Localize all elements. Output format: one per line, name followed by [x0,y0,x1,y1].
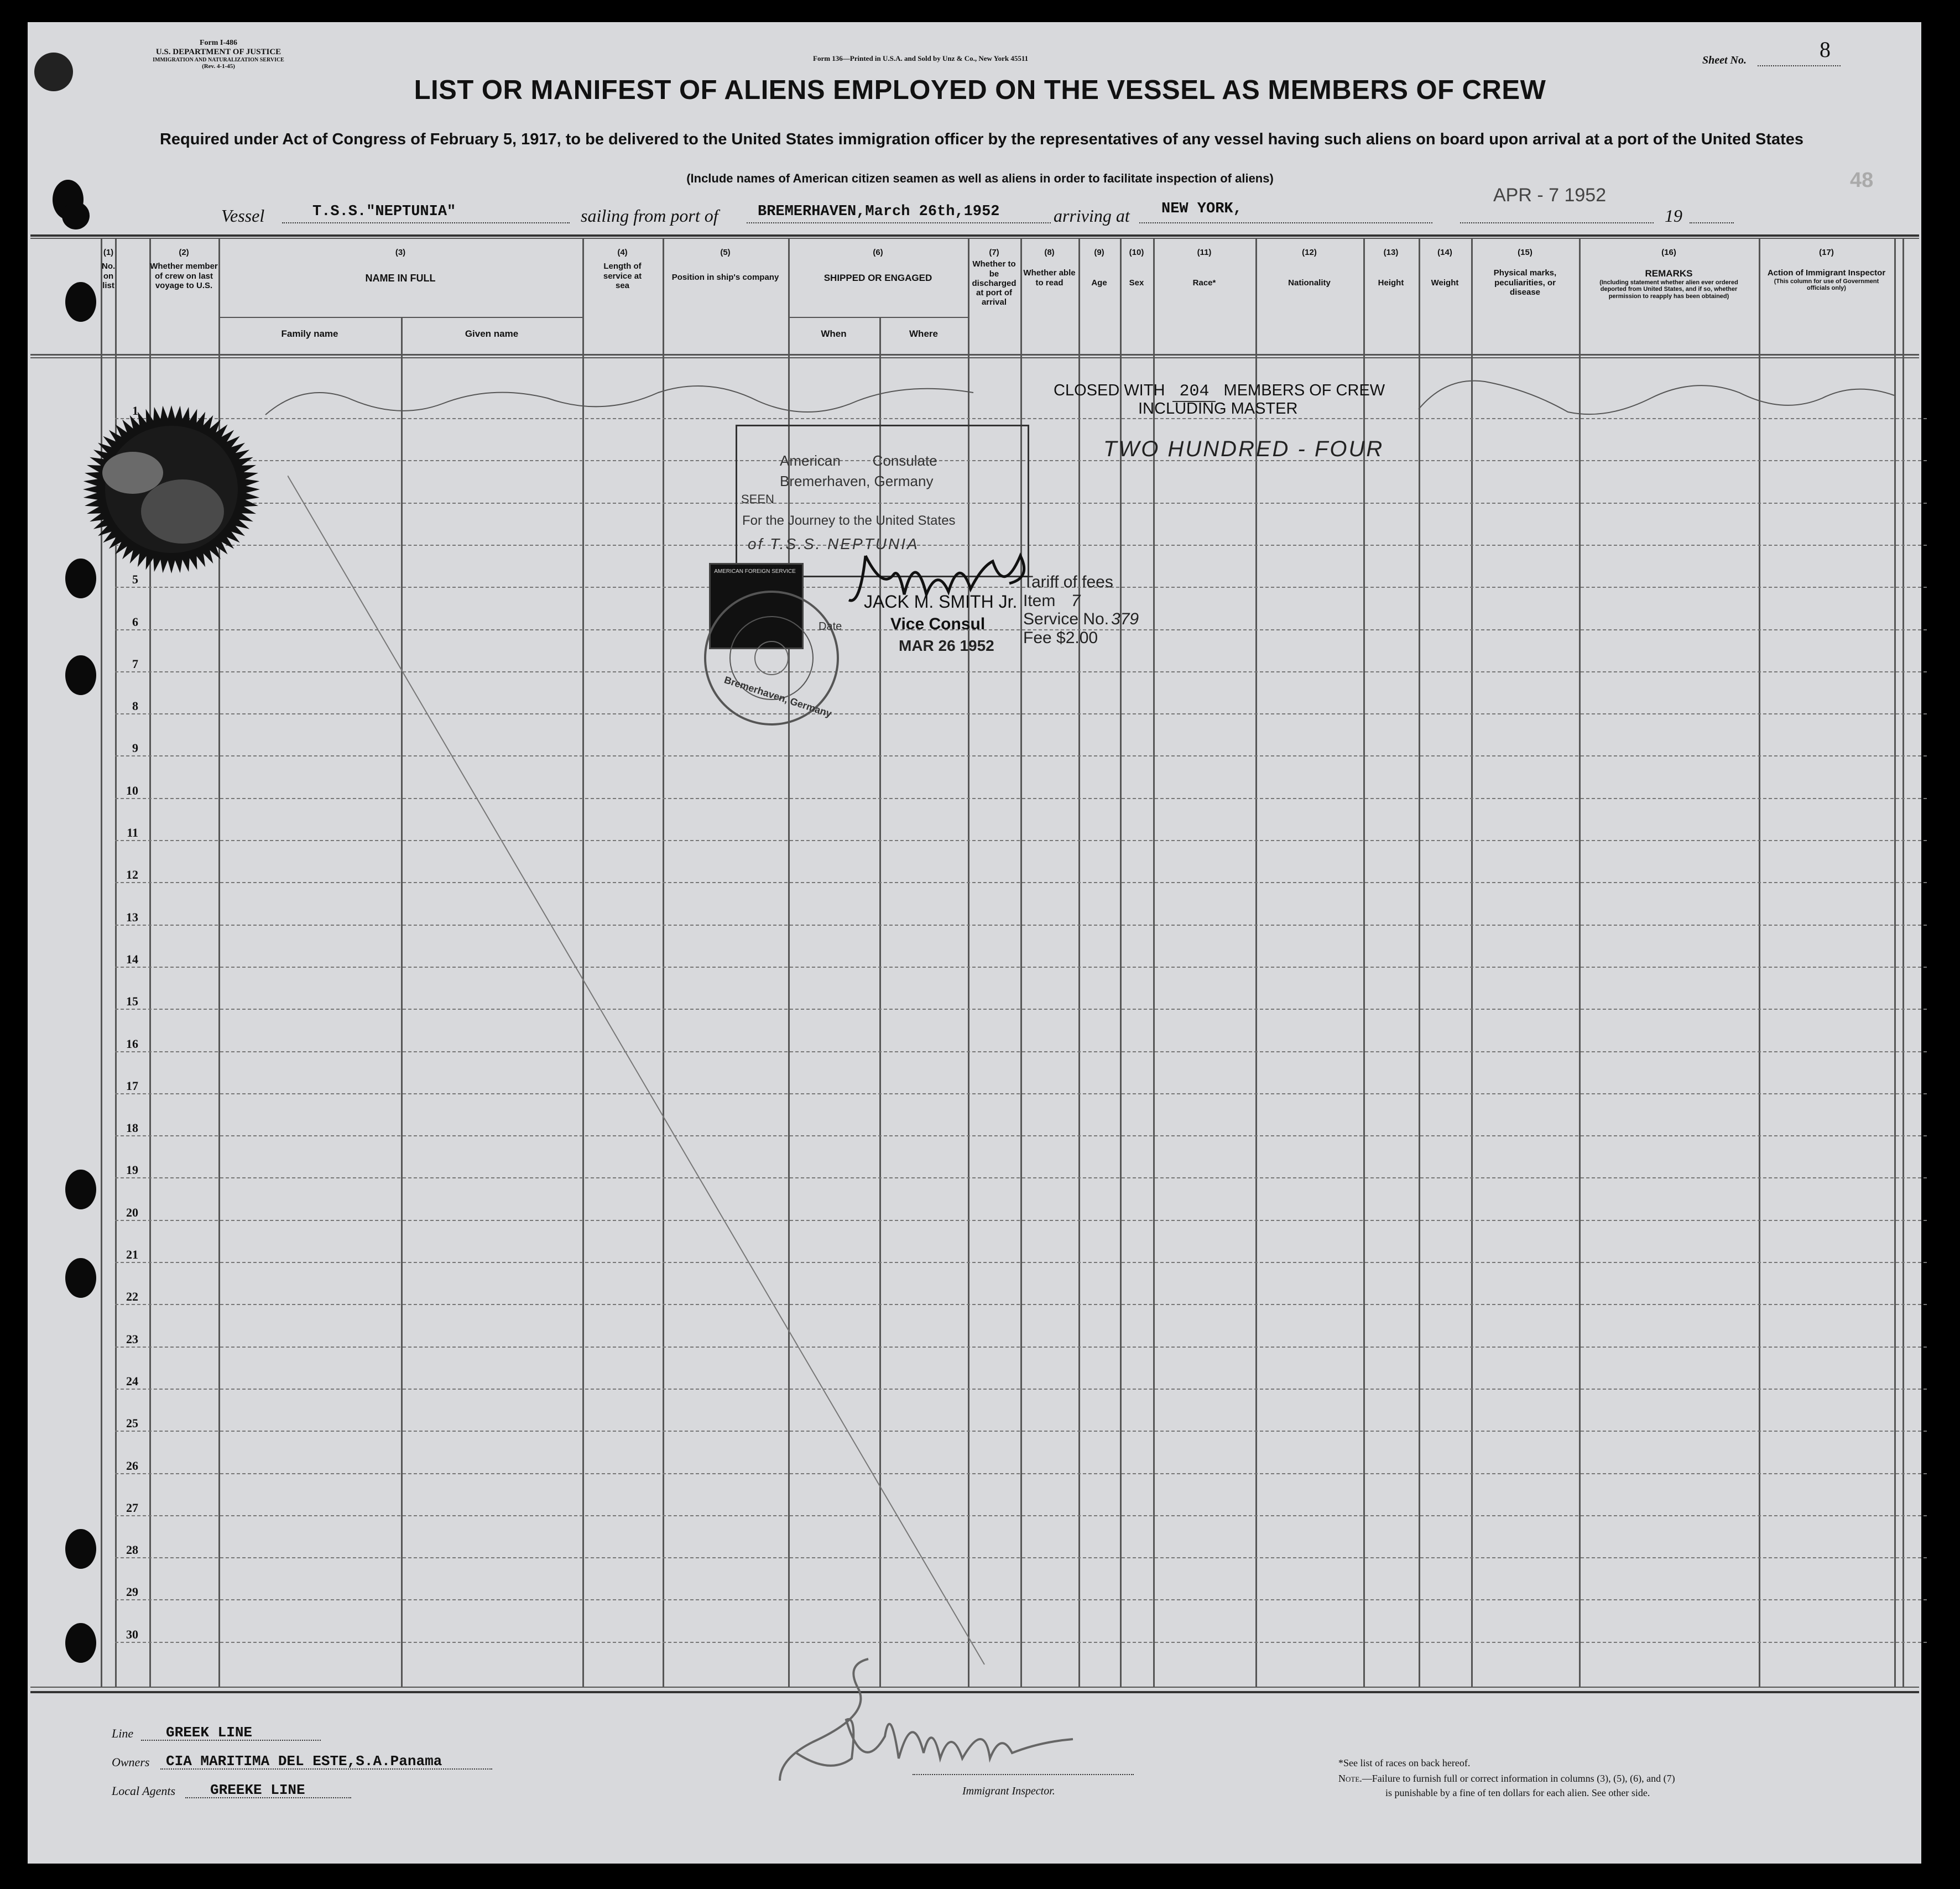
embossed-seal [50,395,293,583]
row-number: 13 [126,910,138,924]
fee-stamp-text: AMERICAN FOREIGN SERVICE [714,568,796,575]
row-number: 14 [126,952,138,966]
col-line [1902,238,1904,1687]
vessel-name: T.S.S."NEPTUNIA" [312,203,456,220]
penalty-note [1338,1773,1675,1784]
given-name-header: Given name [465,328,519,339]
row-number: 9 [132,741,138,755]
sheet-label: Sheet No. [1702,54,1747,66]
row-number: 18 [126,1121,138,1135]
col-line [1078,238,1080,1687]
punch-hole [62,202,90,229]
col-line [1471,238,1473,1687]
row-number: 26 [126,1458,138,1473]
sailing-dotted-line [747,222,1051,223]
year-dotted-line [1690,222,1734,223]
sheet-dotted-line [1758,65,1841,66]
cancel-diagonal [288,476,1007,1670]
row-number: 11 [127,826,138,839]
row-number: 12 [126,868,138,882]
consul-name: JACK M. SMITH Jr. [864,592,1018,612]
row-number: 21 [126,1248,138,1261]
vessel-dotted-line [282,222,570,223]
arriving-at: NEW YORK, [1161,201,1242,217]
tariff-block [1023,573,1139,647]
col7-header: (7) Whether to be discharged at port of arrival [972,248,1017,307]
row-number: 30 [126,1627,138,1641]
fee-line [1023,629,1139,648]
printer-line: Form 136—Printed in U.S.A. and Sold by Unz & Co., New York 45511 [813,54,1029,62]
agents-value: GREEKE LINE [210,1782,305,1798]
row-number: 7 [132,656,138,671]
received-date-stamp: APR - 7 1952 [1493,185,1607,206]
col-line [1419,238,1420,1687]
header-bottom-rule [30,354,1919,356]
col-line [1759,238,1760,1687]
agents-label: Local Agents [112,1784,176,1798]
fee-label: Fee [1023,628,1052,647]
subtitle: Required under Act of Congress of February 5, 1917, to be delivered to the United States immigration officer by the representatives of any vessel having such aliens on board upon arrival at a port of the United States [159,131,1804,148]
col-line [1894,238,1896,1687]
row-number: 5 [132,572,138,587]
row-number: 27 [126,1500,138,1515]
date-dotted-line [1460,222,1654,223]
inspector-dotted [913,1774,1134,1775]
col-line [1579,238,1581,1687]
owners-label: Owners [112,1755,150,1769]
line-label: Line [112,1726,134,1740]
row-number: 6 [132,614,138,629]
consulate-line1: American Consulate [780,452,937,469]
year-label: 19 [1665,206,1682,226]
journey-text: For the Journey to the United States [742,513,956,528]
when-header: When [821,328,847,339]
consul-title: Vice Consul [890,615,986,633]
col1-header: (1) No. on list [102,248,116,290]
row-number: 25 [126,1416,138,1431]
item-line [1023,592,1139,610]
journey-vessel: of T.S.S. NEPTUNIA [748,535,919,552]
row-number: 15 [126,994,138,1009]
header-bottom-rule-2 [30,357,1919,358]
department: U.S. DEPARTMENT OF JUSTICE [155,48,282,56]
row-number: 10 [126,783,138,797]
line-value: GREEK LINE [166,1724,253,1741]
col2-header: (2) Whether member of crew on last voyage to U.S. [150,248,218,290]
sheet-number: 8 [1820,37,1831,62]
item-label: Item [1023,591,1056,610]
closed-with-text [1054,382,1385,401]
table-top-rule [30,238,1919,239]
where-header: Where [909,328,938,339]
form-number: Form I-486 [199,39,238,47]
vessel-label: Vessel [221,206,265,226]
consulate-line2: Bremerhaven, Germany [780,473,934,489]
members-label: MEMBERS OF CREW [1223,382,1385,399]
row-number: 20 [126,1205,138,1219]
name-sub-rule [218,317,582,318]
closed-with-label: CLOSED WITH [1054,382,1165,399]
seal-text: Bremerhaven, Germany [723,674,833,719]
revision: (Rev. 4-1-45) [202,63,235,70]
consul-date: MAR 26 1952 [899,637,994,654]
col12-header: (12) Nationality [1288,248,1331,288]
note-text: —Failure to furnish full or correct information in columns (3), (5), (6), and (7) [1362,1773,1675,1784]
item-value: 7 [1071,591,1081,610]
inspector-signature [763,1648,1128,1792]
note-label: Note. [1338,1773,1362,1784]
sailing-from: BREMERHAVEN,March 26th,1952 [758,203,1000,220]
row-number: 28 [126,1543,138,1557]
corner-number: 48 [1850,169,1874,192]
include-note: (Include names of American citizen seamen as well as aliens in order to facilitate inspection of aliens) [686,171,1274,185]
page-title: LIST OR MANIFEST OF ALIENS EMPLOYED ON THE VESSEL AS MEMBERS OF CREW [414,75,1546,105]
inspector-label: Immigrant Inspector. [962,1785,1055,1797]
row-number: 8 [132,699,138,713]
tariff-label: Tariff of fees [1023,573,1113,591]
row-number: 16 [126,1036,138,1051]
col3-header: (3) NAME IN FULL [365,248,436,284]
shipped-sub-rule [788,317,968,318]
row-number: 29 [126,1585,138,1599]
row-number: 23 [126,1332,138,1346]
col17-header: (17) Action of Immigrant Inspector (This column for use of Government officials only) [1767,248,1886,292]
col10-header: (10) Sex [1129,248,1144,288]
col6-header: (6) SHIPPED OR ENGAGED [823,248,932,284]
form-id-block [138,39,299,70]
fee-value: $2.00 [1056,628,1098,647]
crew-count: 204 [1172,382,1216,402]
row-number: 17 [126,1078,138,1093]
service: IMMIGRATION AND NATURALIZATION SERVICE [153,57,284,63]
row-number: 1 [132,404,138,418]
cancel-wave-right [1413,365,1900,420]
service-label: Service No. [1023,610,1109,629]
col9-header: (9) Age [1091,248,1107,288]
crew-count-words: TWO HUNDRED - FOUR [1103,437,1384,461]
date-label: Date [819,620,842,633]
col16-header: (16) REMARKS (Including statement whether alien ever ordered deported from United States, and if so, whether permission to reapply has been obtained) [1599,248,1738,300]
col4-header: (4) Length of service at sea [603,248,642,290]
col14-header: (14) Weight [1431,248,1459,288]
sailing-label: sailing from port of [581,206,718,226]
penalty-note-2: is punishable by a fine of ten dollars for each alien. See other side. [1385,1787,1650,1798]
cancel-wave-left [260,376,979,420]
owners-value: CIA MARITIMA DEL ESTE,S.A.Panama [166,1753,442,1770]
arriving-dotted-line [1139,222,1432,223]
service-value: 379 [1111,610,1139,629]
row-number: 19 [126,1163,138,1177]
col13-header: (13) Height [1378,248,1404,288]
including-master: INCLUDING MASTER [1138,400,1298,418]
row-number: 24 [126,1374,138,1388]
seen-label: SEEN [741,492,774,506]
col5-header: (5) Position in ship's company [671,248,779,283]
col11-header: (11) Race* [1192,248,1216,288]
col8-header: (8) Whether able to read [1023,248,1076,288]
col15-header: (15) Physical marks, peculiarities, or disease [1493,248,1557,297]
row-number: 22 [126,1290,138,1304]
service-line [1023,610,1139,629]
arriving-label: arriving at [1054,206,1130,226]
family-name-header: Family name [281,328,338,339]
see-list-note: *See list of races on back hereof. [1338,1757,1471,1768]
